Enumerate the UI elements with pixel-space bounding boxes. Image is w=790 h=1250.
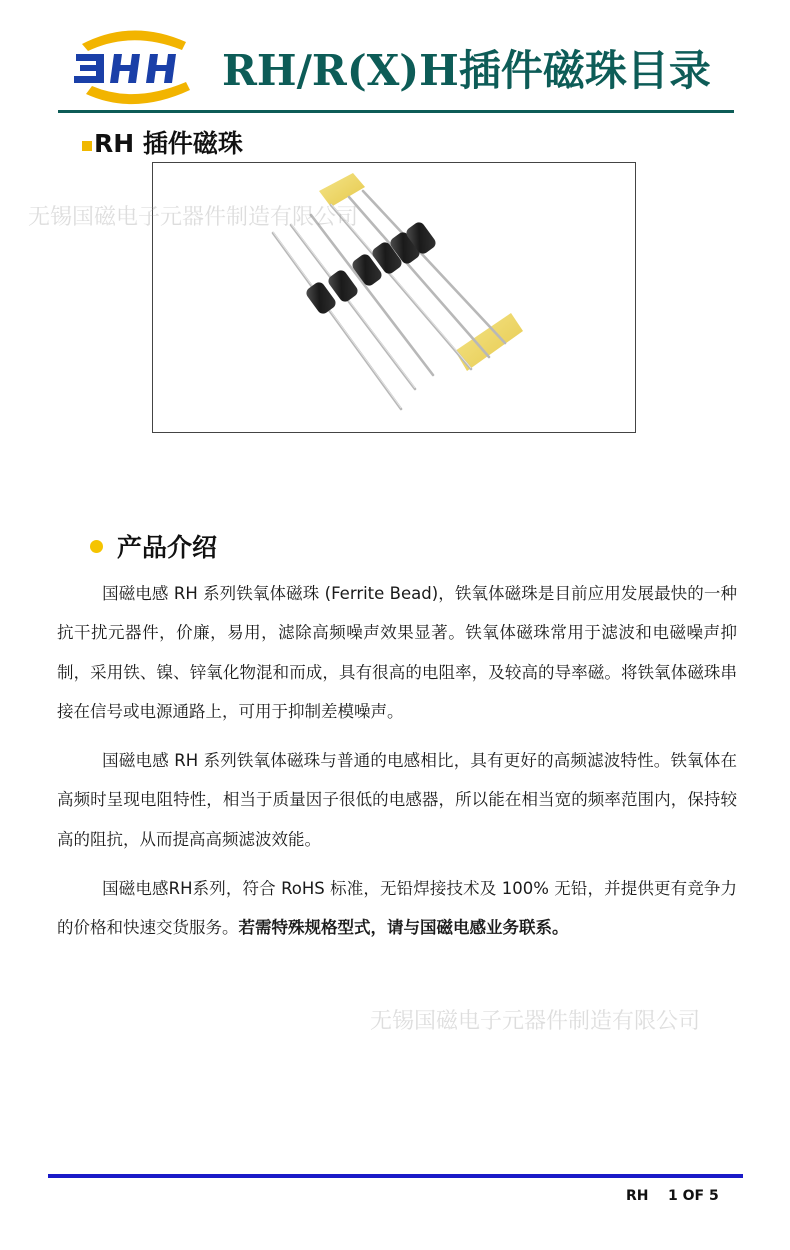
square-bullet-icon xyxy=(82,141,92,151)
contact-note: 若需特殊规格型式，请与国磁电感业务联系。 xyxy=(238,918,569,938)
section-heading-text: RH 插件磁珠 xyxy=(94,129,243,158)
intro-paragraph-1 xyxy=(57,574,737,731)
intro-heading xyxy=(90,528,217,564)
section-heading xyxy=(82,124,243,160)
intro-body xyxy=(57,574,737,958)
page-number xyxy=(626,1188,719,1204)
document-title: RH/R(X)H插件磁珠目录 xyxy=(222,46,711,95)
watermark: 无锡国磁电子元器件制造有限公司 xyxy=(370,1009,701,1034)
round-bullet-icon xyxy=(90,540,103,553)
footer-divider xyxy=(48,1174,743,1178)
company-logo xyxy=(62,24,202,108)
intro-heading-text: 产品介绍 xyxy=(117,533,218,562)
header-divider xyxy=(58,110,734,113)
intro-paragraph-2 xyxy=(57,741,737,859)
page-number-text: RH 1 OF 5 xyxy=(626,1188,719,1204)
intro-paragraph-3-text: 国磁电感RH系列，符合 RoHS 标准，无铅焊接技术及 100% 无铅，并提供更有竞争力的价格和快速交货服务。 xyxy=(57,879,737,938)
intro-paragraph-3 xyxy=(57,869,737,948)
watermark: 无锡国磁电子元器件制造有限公司 xyxy=(28,205,359,230)
intro-paragraph-2-text: 国磁电感 RH 系列铁氧体磁珠与普通的电感相比，具有更好的高频滤波特性。铁氧体在高频时呈现电阻特性，相当于质量因子很低的电感器，所以能在相当宽的频率范围内，保持较高的阻抗，从而提高高频滤波效能。 xyxy=(57,751,737,849)
intro-paragraph-1-text: 国磁电感 RH 系列铁氧体磁珠 (Ferrite Bead)，铁氧体磁珠是目前应用发展最快的一种抗干扰元器件，价廉，易用，滤除高频噪声效果显著。铁氧体磁珠常用于滤波和电磁噪声抑制，采用铁、镍、锌氧化物混和而成，具有很高的电阻率，及较高的导率磁。将铁氧体磁珠串接在信号或电源通路上，可用于抑制差模噪声。 xyxy=(57,584,737,721)
logo-graphic xyxy=(62,24,202,108)
